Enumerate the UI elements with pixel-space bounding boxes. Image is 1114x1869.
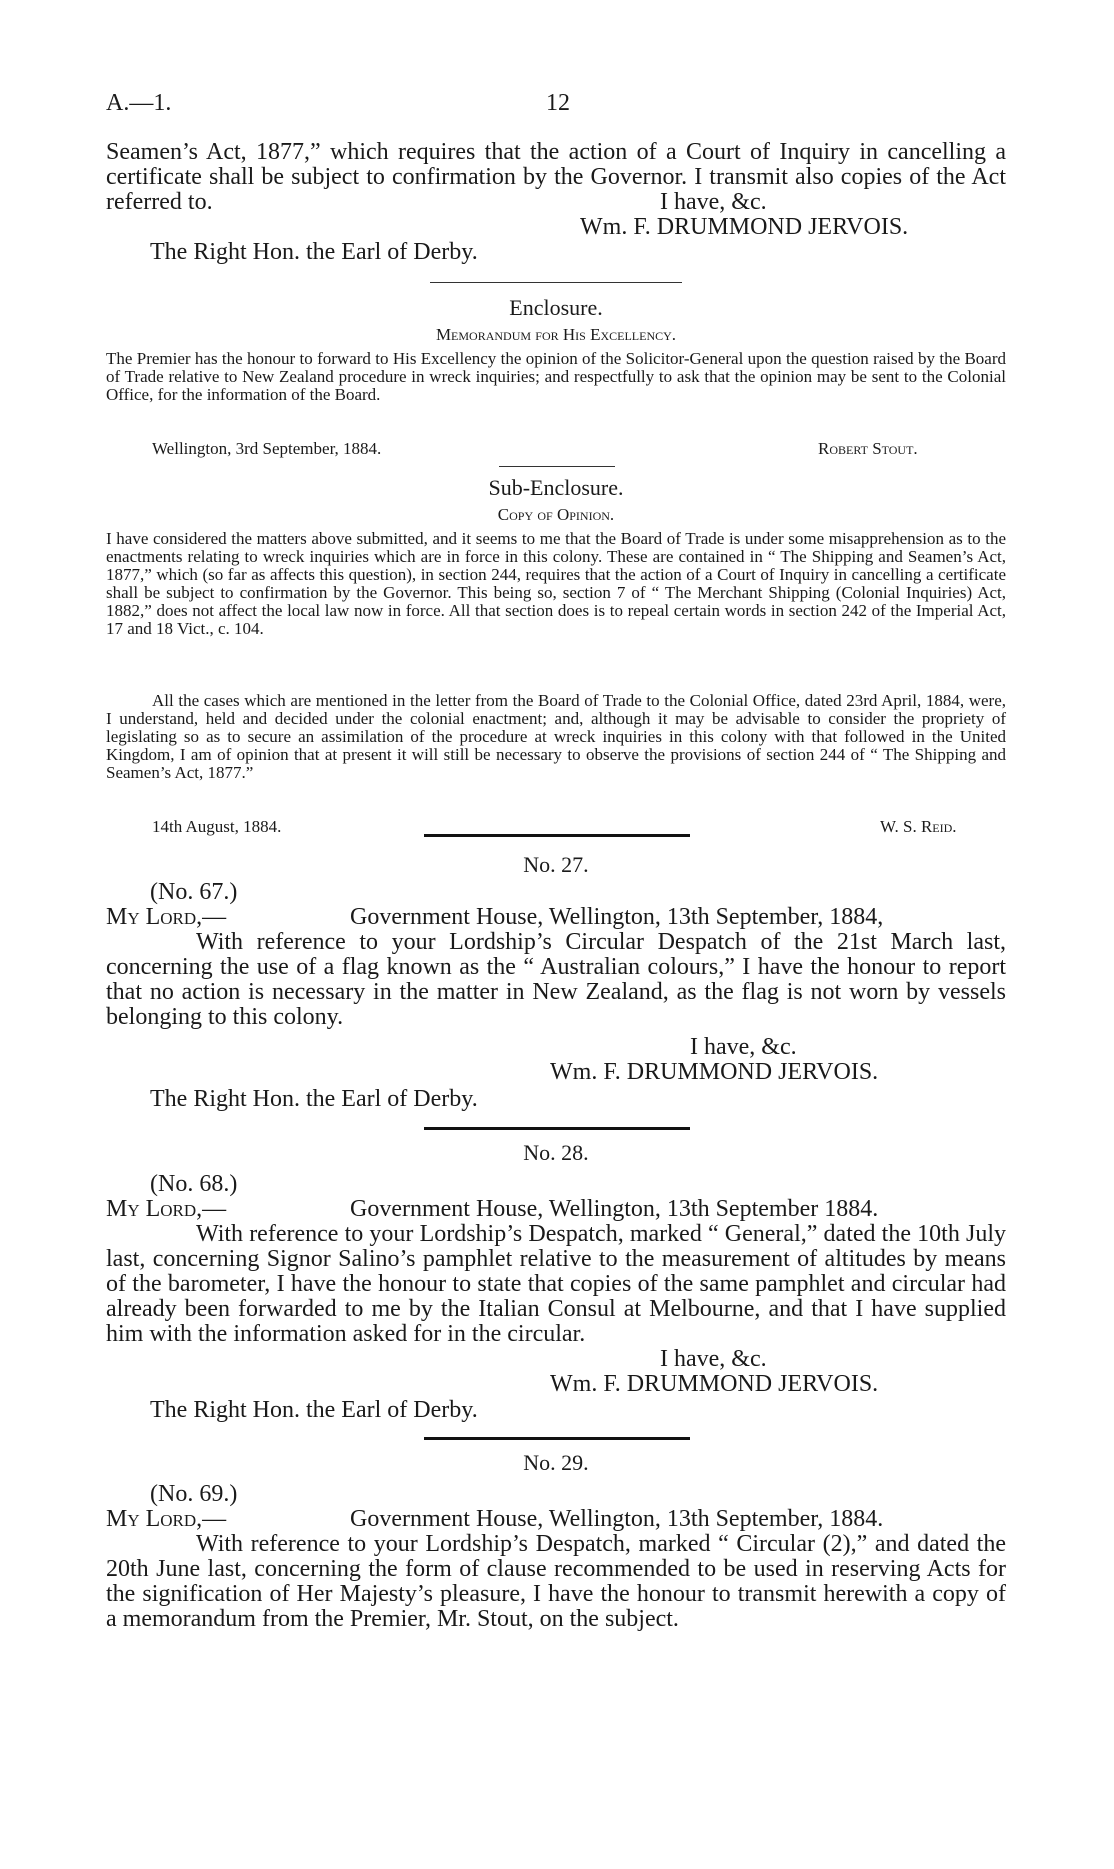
no28-signature: Wm. F. DRUMMOND JERVOIS. [550,1371,879,1397]
closing-top: I have, &c. [660,189,767,215]
divider [430,282,682,283]
series-label: A.—1. [106,90,172,116]
no29-heading: No. 29. [523,1450,589,1475]
opinion-signature: W. S. Reid. [880,817,957,836]
enclosure-body: The Premier has the honour to forward to His Excellency the opinion of the Solicitor-General upon the question raised by the Board of Trade relative to New Zealand procedure in wreck inquiries; and respectfully to ask that the opinion may be sent to the Colonial Office, for the information of the Board. [106,349,1006,404]
divider [499,466,615,467]
opinion-date: 14th August, 1884. [152,817,282,836]
no27-heading: No. 27. [523,852,589,877]
no29-ref: (No. 69.) [150,1481,238,1507]
no27-ref: (No. 67.) [150,879,238,905]
no27-body: With reference to your Lordship’s Circular Despatch of the 21st March last, concerning the use of a flag known as the “ Australian colours,” I have the honour to report that no action is necessary in the matter in New Zealand, as the flag is not worn by vessels belonging to this colony. [106,929,1006,1030]
signature-top: Wm. F. DRUMMOND JERVOIS. [580,214,909,240]
no27-closing: I have, &c. [690,1034,797,1060]
page-number: 12 [546,90,570,116]
no28-heading: No. 28. [523,1140,589,1165]
no29-place-date: Government House, Wellington, 13th September, 1884. [350,1506,884,1532]
no29-body: With reference to your Lordship’s Despatch, marked “ Circular (2),” and dated the 20th June last, concerning the form of clause recommended to be used in reserving Acts for the signification of Her Majesty’s pleasure, I have the honour to transmit herewith a copy of a memorandum from the Premier, Mr. Stout, on the subject. [106,1531,1006,1632]
divider [424,1437,690,1440]
no28-place-date: Government House, Wellington, 13th September 1884. [350,1196,879,1222]
no28-ref: (No. 68.) [150,1171,238,1197]
no28-body: With reference to your Lordship’s Despatch, marked “ General,” dated the 10th July last, concerning Signor Salino’s pamphlet relative to the measurement of altitudes by means of the barometer, I have the honour to state that copies of the same pamphlet and circular had already been forwarded to me by the Italian Consul at Melbourne, and that I have supplied him with the information asked for in the circular. [106,1221,1006,1347]
divider [424,834,690,837]
opinion-paragraph-1: I have considered the matters above submitted, and it seems to me that the Board of Trade is under some misapprehension as to the enactments relating to wreck inquiries which are in force in this colony. These are contained in “ The Shipping and Seamen’s Act, 1877,” which (so far as affects this question), in section 244, requires that the action of a Court of Inquiry in cancelling a certificate shall be subject to confirmation by the Governor. This being so, section 7 of “ The Merchant Shipping (Colonial Inquiries) Act, 1882,” does not affect the local law now in force. All that section does is to repeal certain words in section 242 of the Imperial Act, 17 and 18 Vict., c. 104. [106,529,1006,638]
no29-salutation: My Lord,— [106,1506,227,1532]
enclosure-subtitle: Memorandum for His Excellency. [435,325,677,344]
no27-salutation: My Lord,— [106,904,227,930]
no27-place-date: Government House, Wellington, 13th September, 1884, [350,904,884,930]
no28-addressee: The Right Hon. the Earl of Derby. [150,1397,478,1423]
no27-signature: Wm. F. DRUMMOND JERVOIS. [550,1059,879,1085]
enclosure-date: Wellington, 3rd September, 1884. [152,439,382,458]
addressee-top: The Right Hon. the Earl of Derby. [150,239,478,265]
enclosure-signature: Robert Stout. [818,439,918,458]
no27-addressee: The Right Hon. the Earl of Derby. [150,1086,478,1112]
no28-salutation: My Lord,— [106,1196,227,1222]
enclosure-title: Enclosure. [509,295,603,320]
no28-closing: I have, &c. [660,1346,767,1372]
opinion-paragraph-2: All the cases which are mentioned in the letter from the Board of Trade to the Colonial Office, dated 23rd April, 1884, were, I understand, held and decided under the colonial enactment; and, although it may be advisable to consider the propriety of legislating so as to secure an assimilation of the procedure at wreck inquiries in this colony with that followed in the United Kingdom, I am of opinion that at present it will still be necessary to observe the provisions of section 244 of “ The Shipping and Seamen’s Act, 1877.” [106,691,1006,782]
divider [424,1127,690,1130]
sub-enclosure-title: Sub-Enclosure. [488,475,624,500]
continuation-paragraph: Seamen’s Act, 1877,” which requires that the action of a Court of Inquiry in cancelling a certificate shall be subject to confirmation by the Governor. I transmit also copies of the Act referred to. [106,139,1006,215]
sub-enclosure-subtitle: Copy of Opinion. [497,505,615,524]
